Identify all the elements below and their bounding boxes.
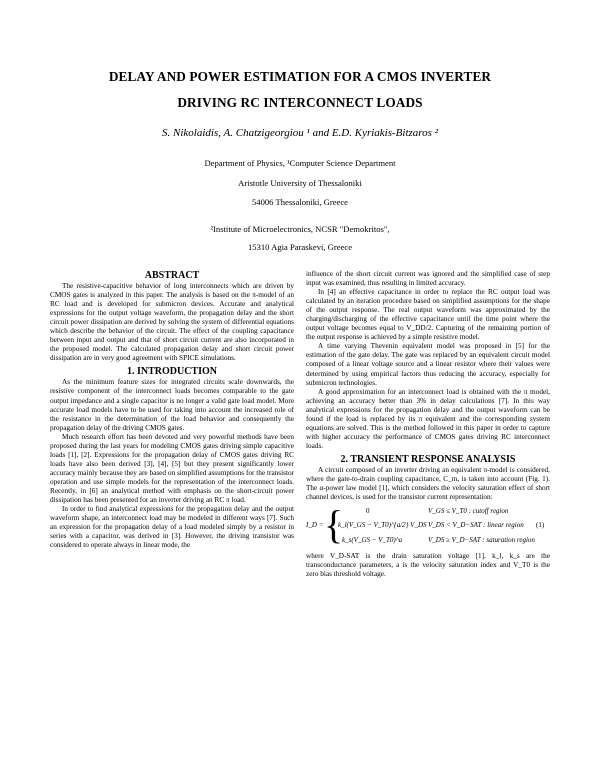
title-line-2: DRIVING RC INTERCONNECT LOADS xyxy=(177,95,423,110)
affiliation-1-line-1: Department of Physics, ¹Computer Science Department xyxy=(204,158,396,168)
equation-row-1-expr: 0 xyxy=(366,507,370,516)
intro-paragraph-2: Much research effort has been devoted and very powerful methods have been proposed during the last years for modeling CMOS gates driving simple capacitive loads [1], [2]. Expressions for the propagation delay of CMOS gates driving RC loads have also been derived [3], [4], [5] but they present significantly lower accuracy mainly because they are based on simplified assumptions for the transistor operation and use simple models for the representation of the interconnect loads. Recently, in [6] an analytical method with emphasis on the short-circuit power dissipation has been presented for an inverter driving an RC π load. xyxy=(50,432,294,505)
transient-analysis-heading: 2. TRANSIENT RESPONSE ANALYSIS xyxy=(340,453,516,465)
intro-paragraph-1: As the minimum feature sizes for integrated circuits scale downwards, the resistive component of the interconnect loads becomes comparable to the gate output impedance and a single capacitor is no longer a valid gate load model. More accurate load models have to be used for taking into account the increased role of the resistance in the determination of the load behavior and consequently the propagation delay of the driving CMOS gates. xyxy=(50,378,294,432)
affiliation-1-line-2: Aristotle University of Thessaloniki xyxy=(238,178,362,188)
equation-row-3-expr: k_s(V_GS − V_T0)^a xyxy=(342,536,403,545)
right-paragraph-5: A circuit composed of an inverter driving an equivalent π-model is considered, where the gate-to-drain coupling capacitance, C_m, is taken into account (Fig. 1). The α-power law model [1], which considers the velocity saturation effect of short channel devices, is used for the transistor current representation: xyxy=(306,465,550,502)
abstract-text: The resistive-capacitive behavior of long interconnects which are driven by CMOS gates is analyzed in this paper. The analysis is based on the π-model of an RC load and is developed for submicron devices. Accurate and analytical expressions for the output voltage waveform, the propagation delay and the short circuit power dissipation are derived by solving the system of differential equations which describe the behavior of the circuit. The effect of the coupling capacitance between input and output and that of short circuit current are also incorporated in the proposed model. The calculated propagation delay and short circuit power dissipation are in very good agreement with SPICE simulations. xyxy=(50,282,294,363)
affiliation-2-line-2: 15310 Agia Paraskevi, Greece xyxy=(247,242,353,252)
right-paragraph-4: A good approximation for an interconnect load is obtained with the π model, achieving an accuracy better than 3% in delay calculations [7]. In this way analytical expressions for the propagation delay and the output waveform can be found if the load is replaced by its π equivalent and the corresponding system equations are solved. This is the method followed in this paper in order to capture with higher accuracy the performance of CMOS gates driving RC interconnect loads. xyxy=(306,387,550,450)
intro-paragraph-3: In order to find analytical expressions for the propagation delay and the output waveform shape, an interconnect load may be modeled in different ways [7]. Such an expression for the propagation delay of a load modeled simply by a resistor in series with a capacitor, was derived in [3]. However, the driving transistor was considered to operate always in linear mode, the xyxy=(50,505,294,550)
left-column xyxy=(50,270,294,550)
equation-lhs: I_D = xyxy=(306,521,324,530)
equation-row-2-cond: V_DS < V_D−SAT : linear region xyxy=(428,521,524,530)
affiliation-1-line-3: 54006 Thessaloniki, Greece xyxy=(251,197,349,207)
abstract-heading: ABSTRACT xyxy=(144,270,200,281)
equation-number: (1) xyxy=(536,521,545,530)
authors: S. Nikolaidis, A. Chatzigeorgiou ¹ and E.D. Kyriakis-Bitzaros ² xyxy=(162,127,438,139)
equation-row-3-cond: V_DS ≥ V_D−SAT : saturation region xyxy=(428,536,535,545)
equation-1 xyxy=(306,504,550,550)
right-paragraph-2: In [4] an effective capacitance in order to replace the RC output load was calculated by an iteration procedure based on simplified assumptions for the shape of the output response. The real output waveform was approximated by the charging/discharging of the effective capacitance until the time point where the output voltage becomes equal to V_DD/2. Capturing of the remaining portion of the output response is achieved by a simple resistive model. xyxy=(306,288,550,342)
right-paragraph-1: influence of the short circuit current was ignored and the simplified case of step input was examined, thus resulting in limited accuracy. xyxy=(306,270,550,288)
equation-row-1-cond: V_GS ≤ V_T0 : cutoff region xyxy=(428,507,509,516)
right-paragraph-6: where V_D-SAT is the drain saturation voltage [1], k_l, k_s are the transconductance parameters, a is the velocity saturation index and V_T0 is the zero bias threshold voltage. xyxy=(306,552,550,579)
equation-row-2-expr: k_l(V_GS − V_T0)^{a/2} V_DS xyxy=(338,521,427,530)
right-column xyxy=(306,270,550,579)
right-paragraph-3: A time varying Thevenin equivalent model was proposed in [5] for the estimation of the gate delay. The gate was replaced by an equivalent circuit model composed of a linear voltage source and a linear resistor where their values were determined by using empirical factors thus reducing the accuracy, especially for submicron technologies. xyxy=(306,342,550,387)
title-line-1: DELAY AND POWER ESTIMATION FOR A CMOS INVERTER xyxy=(108,69,492,84)
affiliation-2-line-1: ²Institute of Microelectronics, NCSR "Demokritos", xyxy=(210,224,390,234)
introduction-heading: 1. INTRODUCTION xyxy=(126,366,217,378)
equation-brace: { xyxy=(324,502,344,548)
